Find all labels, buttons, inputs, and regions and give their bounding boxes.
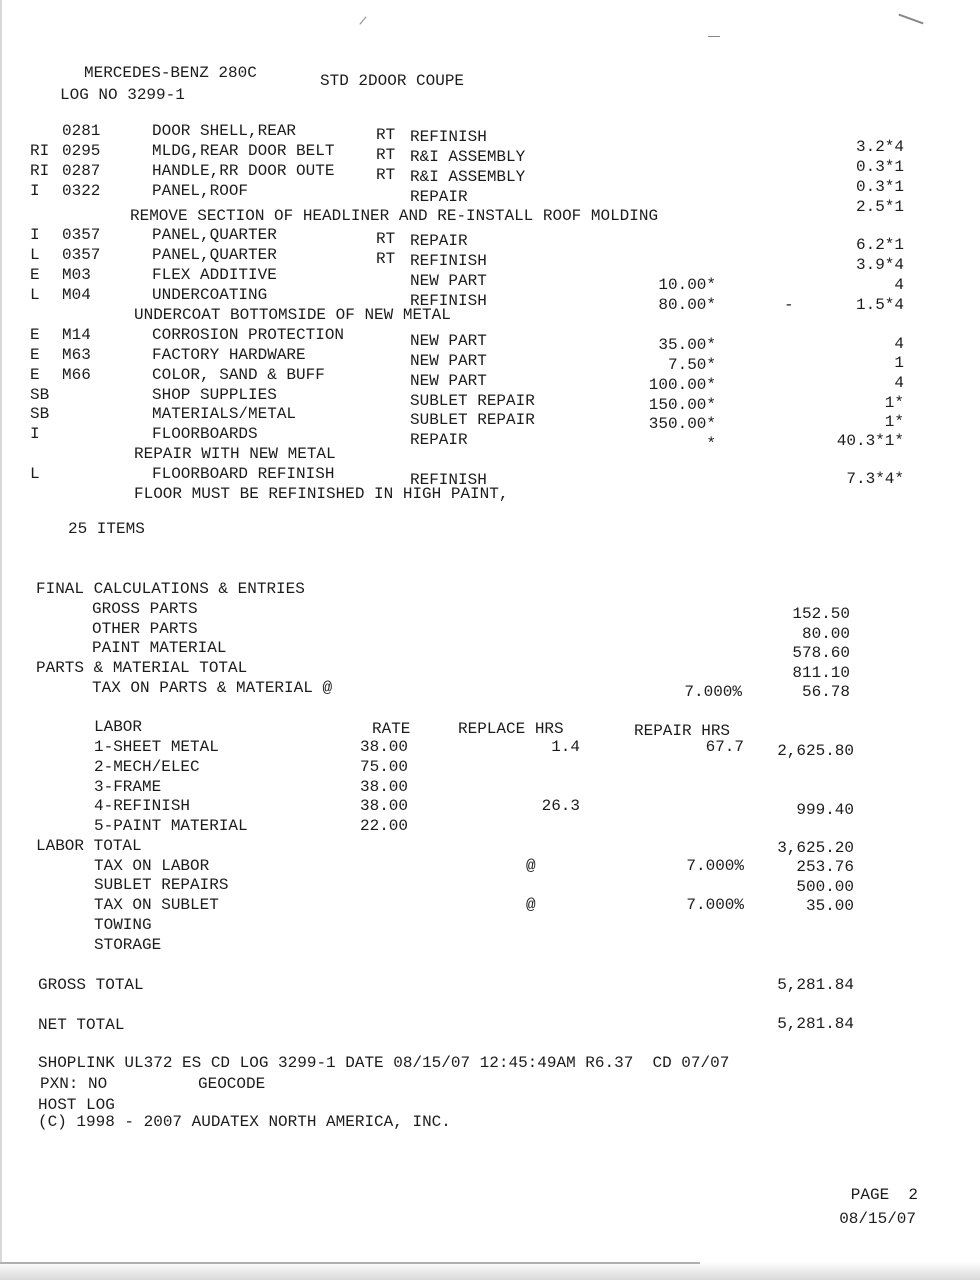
- line-desc: DOOR SHELL,REAR: [152, 122, 297, 140]
- line-op: REFINISH: [410, 252, 487, 270]
- labor-total-label: LABOR TOTAL: [36, 837, 142, 855]
- gross-total-label: GROSS TOTAL: [38, 976, 144, 994]
- other-parts-label: OTHER PARTS: [92, 620, 198, 638]
- body-style: STD 2DOOR COUPE: [320, 72, 465, 90]
- line-code: M03: [62, 266, 91, 284]
- line-desc: COLOR, SAND & BUFF: [152, 366, 325, 384]
- line-desc: FLOORBOARDS: [152, 425, 258, 443]
- line-op: R&I ASSEMBLY: [410, 168, 526, 186]
- line-op: NEW PART: [410, 372, 487, 390]
- labor-name: 4-REFINISH: [94, 797, 191, 815]
- line-desc: MLDG,REAR DOOR BELT: [152, 142, 335, 160]
- sublet-value: 500.00: [796, 878, 854, 896]
- line-hrs: 3.9*4: [855, 256, 904, 274]
- line-op: REFINISH: [410, 292, 487, 310]
- paint-material-label: PAINT MATERIAL: [92, 639, 227, 657]
- log-number: LOG NO 3299-1: [60, 86, 185, 104]
- scan-edge: [0, 0, 2, 1280]
- line-desc: FLEX ADDITIVE: [152, 266, 277, 284]
- line-op: REFINISH: [410, 128, 487, 146]
- labor-name: 1-SHEET METAL: [94, 738, 219, 756]
- tax-sublet-at: @: [526, 896, 536, 914]
- labor-rate: 38.00: [360, 738, 409, 756]
- tax-sublet-label: TAX ON SUBLET: [94, 896, 219, 914]
- line-price: 80.00*: [658, 296, 716, 314]
- line-code: 0357: [62, 246, 101, 264]
- line-flag: SB: [30, 405, 50, 423]
- labor-rate: 38.00: [360, 778, 409, 796]
- line-op: REPAIR: [410, 431, 468, 449]
- items-count: 25 ITEMS: [68, 520, 145, 538]
- geocode-label: GEOCODE: [198, 1075, 266, 1093]
- line-hrs: 1*: [884, 394, 904, 412]
- line-hrs: 40.3*1*: [836, 432, 904, 450]
- replace-hrs-header: REPLACE HRS: [458, 720, 564, 738]
- line-flag: RI: [30, 142, 50, 160]
- line-op: NEW PART: [410, 272, 487, 290]
- tax-sublet-rate: 7.000%: [686, 896, 744, 914]
- line-note: FLOOR MUST BE REFINISHED IN HIGH PAINT,: [134, 485, 509, 503]
- labor-replace: 1.4: [551, 738, 580, 756]
- labor-amount: 999.40: [796, 801, 854, 819]
- line-price: 7.50*: [667, 356, 716, 374]
- line-code: 0281: [62, 122, 101, 140]
- line-desc: PANEL,ROOF: [152, 182, 249, 200]
- tax-pm-rate: 7.000%: [684, 683, 742, 701]
- line-hrs: 1: [894, 354, 904, 372]
- net-total-value: 5,281.84: [777, 1015, 854, 1033]
- line-note: REPAIR WITH NEW METAL: [134, 445, 336, 463]
- line-flag: SB: [30, 386, 50, 404]
- net-total-label: NET TOTAL: [38, 1016, 125, 1034]
- line-hrs: 6.2*1: [855, 236, 904, 254]
- line-price: *: [706, 435, 716, 453]
- tax-sublet-value: 35.00: [805, 897, 854, 915]
- scan-bottom-edge: [0, 1262, 980, 1280]
- line-flag: RI: [30, 162, 50, 180]
- line-flag: L: [30, 286, 40, 304]
- line-flag: E: [30, 266, 40, 284]
- line-code: 0357: [62, 226, 101, 244]
- towing-label: TOWING: [94, 916, 152, 934]
- line-hrs: 1.5*4: [855, 296, 904, 314]
- line-note: UNDERCOAT BOTTOMSIDE OF NEW METAL: [134, 306, 451, 324]
- gross-parts-value: 152.50: [792, 605, 850, 623]
- line-code: M04: [62, 286, 91, 304]
- page-number: PAGE 2: [850, 1186, 918, 1204]
- line-side: RT: [376, 250, 396, 268]
- sublet-label: SUBLET REPAIRS: [94, 876, 229, 894]
- final-calc-title: FINAL CALCULATIONS & ENTRIES: [36, 580, 305, 598]
- copyright: (C) 1998 - 2007 AUDATEX NORTH AMERICA, INC.: [38, 1113, 451, 1131]
- line-hrs: 7.3*4*: [846, 470, 904, 488]
- line-desc: SHOP SUPPLIES: [152, 386, 277, 404]
- labor-repair: 67.7: [705, 738, 744, 756]
- host-log-label: HOST LOG: [38, 1096, 115, 1114]
- line-hrs: 0.3*1: [855, 178, 904, 196]
- labor-amount: 2,625.80: [777, 742, 854, 760]
- line-op: REPAIR: [410, 188, 468, 206]
- line-code: 0295: [62, 142, 101, 160]
- line-price: 350.00*: [648, 415, 716, 433]
- line-desc: FLOORBOARD REFINISH: [152, 465, 335, 483]
- rate-header: RATE: [372, 720, 411, 738]
- line-hrs: 0.3*1: [855, 158, 904, 176]
- line-price: 10.00*: [658, 276, 716, 294]
- tax-pm-value: 56.78: [801, 683, 850, 701]
- line-dash: -: [784, 296, 794, 314]
- paint-material-value: 578.60: [792, 644, 850, 662]
- repair-hrs-header: REPAIR HRS: [634, 722, 731, 740]
- pxn-label: PXN: NO: [40, 1075, 108, 1093]
- labor-rate: 75.00: [360, 758, 409, 776]
- line-op: NEW PART: [410, 352, 487, 370]
- line-code: 0322: [62, 182, 101, 200]
- shoplink-line: SHOPLINK UL372 ES CD LOG 3299-1 DATE 08/15/07 12:45:49AM R6.37 CD 07/07: [38, 1054, 730, 1072]
- line-flag: I: [30, 425, 40, 443]
- gross-total-value: 5,281.84: [777, 976, 854, 994]
- line-desc: FACTORY HARDWARE: [152, 346, 306, 364]
- line-code: M63: [62, 346, 91, 364]
- tax-labor-label: TAX ON LABOR: [94, 857, 210, 875]
- line-note: REMOVE SECTION OF HEADLINER AND RE-INSTALL ROOF MOLDING: [130, 207, 659, 225]
- page-date: 08/15/07: [839, 1210, 916, 1228]
- labor-total-value: 3,625.20: [777, 839, 854, 857]
- line-flag: E: [30, 346, 40, 364]
- line-hrs: 4: [894, 335, 904, 353]
- line-flag: E: [30, 326, 40, 344]
- line-flag: I: [30, 226, 40, 244]
- line-side: RT: [376, 126, 396, 144]
- line-hrs: 4: [894, 276, 904, 294]
- line-op: SUBLET REPAIR: [410, 411, 535, 429]
- gross-parts-label: GROSS PARTS: [92, 600, 198, 618]
- line-price: 150.00*: [648, 396, 716, 414]
- line-code: M66: [62, 366, 91, 384]
- line-desc: PANEL,QUARTER: [152, 246, 277, 264]
- labor-rate: 38.00: [360, 797, 409, 815]
- labor-header: LABOR: [94, 718, 143, 736]
- line-hrs: 4: [894, 374, 904, 392]
- line-op: REFINISH: [410, 471, 487, 489]
- labor-name: 3-FRAME: [94, 778, 162, 796]
- line-hrs: 1*: [884, 413, 904, 431]
- scan-mark: [359, 16, 366, 24]
- line-desc: PANEL,QUARTER: [152, 226, 277, 244]
- line-flag: L: [30, 465, 40, 483]
- other-parts-value: 80.00: [801, 625, 850, 643]
- pm-total-label: PARTS & MATERIAL TOTAL: [36, 659, 248, 677]
- scan-bottom-line: [0, 1262, 700, 1264]
- tax-pm-label: TAX ON PARTS & MATERIAL @: [92, 679, 333, 697]
- scan-mark: [898, 14, 923, 25]
- labor-rate: 22.00: [360, 817, 409, 835]
- line-desc: UNDERCOATING: [152, 286, 268, 304]
- line-flag: E: [30, 366, 40, 384]
- line-flag: L: [30, 246, 40, 264]
- line-hrs: 2.5*1: [855, 198, 904, 216]
- labor-name: 5-PAINT MATERIAL: [94, 817, 248, 835]
- tax-labor-at: @: [526, 857, 536, 875]
- line-price: 100.00*: [648, 376, 716, 394]
- line-desc: HANDLE,RR DOOR OUTE: [152, 162, 335, 180]
- line-side: RT: [376, 166, 396, 184]
- line-code: M14: [62, 326, 91, 344]
- line-op: NEW PART: [410, 332, 487, 350]
- pm-total-value: 811.10: [792, 664, 850, 682]
- line-hrs: 3.2*4: [855, 138, 904, 156]
- vehicle-title: MERCEDES-BENZ 280C: [84, 64, 257, 82]
- storage-label: STORAGE: [94, 936, 162, 954]
- line-desc: CORROSION PROTECTION: [152, 326, 345, 344]
- line-op: REPAIR: [410, 232, 468, 250]
- tax-labor-rate: 7.000%: [686, 857, 744, 875]
- line-side: RT: [376, 230, 396, 248]
- line-code: 0287: [62, 162, 101, 180]
- scan-mark: [708, 36, 720, 37]
- line-flag: I: [30, 182, 40, 200]
- line-desc: MATERIALS/METAL: [152, 405, 297, 423]
- labor-name: 2-MECH/ELEC: [94, 758, 200, 776]
- line-side: RT: [376, 146, 396, 164]
- line-op: SUBLET REPAIR: [410, 392, 535, 410]
- line-op: R&I ASSEMBLY: [410, 148, 526, 166]
- tax-labor-value: 253.76: [796, 858, 854, 876]
- labor-replace: 26.3: [541, 797, 580, 815]
- line-price: 35.00*: [658, 336, 716, 354]
